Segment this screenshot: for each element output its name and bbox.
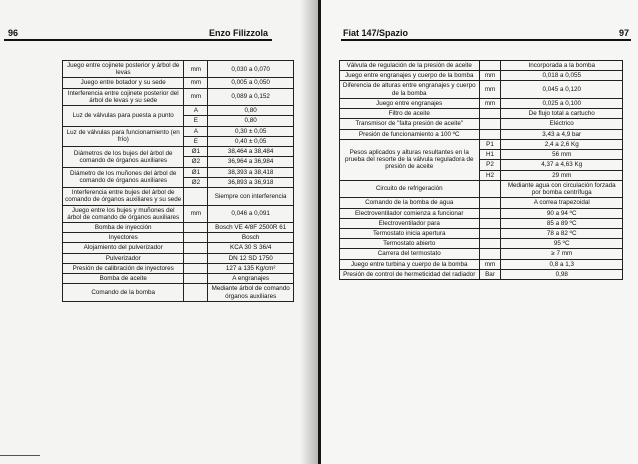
spec-unit <box>479 180 501 197</box>
spec-unit: Bar <box>479 269 501 279</box>
spec-value: 36,893 a 36,918 <box>208 177 294 187</box>
spec-value: 0,030 a 0,070 <box>208 61 294 78</box>
spec-unit <box>479 61 501 71</box>
spec-unit: E <box>184 136 208 146</box>
spec-label: Diferencia de alturas entre engranajes y cuerpo de la bomba <box>340 81 480 98</box>
spec-value: 36,964 a 36,984 <box>208 157 294 167</box>
page-number-left: 96 <box>8 28 19 38</box>
spec-unit: Ø1 <box>184 167 208 177</box>
spec-label: Interferencia entre bujes del árbol de comando de órganos auxiliares y su sede <box>63 188 184 205</box>
spec-label: Inyectores <box>63 233 184 243</box>
spec-label: Luz de válvulas para funcionamiento (en frío) <box>63 126 184 146</box>
spec-label: Electroventilador comienza a funcionar <box>340 208 480 218</box>
table-row <box>340 269 623 279</box>
spec-value: 2,4 a 2,6 Kg <box>501 139 623 149</box>
spec-label: Carrera del termostato <box>340 249 480 259</box>
table-row <box>340 218 623 228</box>
table-row <box>63 233 294 243</box>
author-name: Enzo Filizzola <box>208 28 268 38</box>
spec-label: Pesos aplicados y alturas resultantes en la prueba del resorte de la válvula reguladora de presión de aceite <box>340 139 480 180</box>
spec-value: 29 mm <box>501 170 623 180</box>
right-page-header <box>341 28 631 41</box>
spec-unit: mm <box>479 71 501 81</box>
spec-label: Comando de la bomba <box>63 284 184 301</box>
spec-unit <box>479 129 501 139</box>
spec-label: Presión de funcionamiento a 100 ºC <box>340 129 480 139</box>
spec-value: 0,046 a 0,091 <box>208 205 294 222</box>
spec-value: 85 a 89 ºC <box>501 218 623 228</box>
spec-value: 127 a 135 Kg/cm² <box>208 263 294 273</box>
spec-label: Filtro de aceite <box>340 109 480 119</box>
spec-value: 0,8 a 1,3 <box>501 259 623 269</box>
spec-value: 0,018 a 0,055 <box>501 71 623 81</box>
book-title: Fiat 147/Spazio <box>343 28 409 38</box>
spec-value: De flujo total a cartucho <box>501 109 623 119</box>
spec-unit <box>479 119 501 129</box>
spec-unit: P2 <box>479 160 501 170</box>
spec-value: Mediante agua con circulación forzada por bomba centrífuga <box>501 180 623 197</box>
table-row <box>340 129 623 139</box>
spec-unit: P1 <box>479 139 501 149</box>
left-page <box>0 0 318 464</box>
spec-value: 0,40 ± 0,05 <box>208 136 294 146</box>
spec-unit: A <box>184 126 208 136</box>
table-row <box>63 222 294 232</box>
right-page <box>321 0 638 464</box>
spec-value: 38,464 a 38,484 <box>208 147 294 157</box>
spec-label: Juego entre los bujes y muñones del árbol de comando de órganos auxiliares <box>63 205 184 222</box>
spec-unit: E <box>184 116 208 126</box>
spec-label: Luz de válvulas para puesta a punto <box>63 106 184 126</box>
spec-label: Electroventilador para <box>340 218 480 228</box>
spec-unit <box>479 218 501 228</box>
spec-value: DN 12 SD 1750 <box>208 253 294 263</box>
table-row <box>63 106 294 116</box>
spec-label: Presión de calibración de inyectores <box>63 263 184 273</box>
table-row <box>340 198 623 208</box>
table-row <box>340 239 623 249</box>
spec-label: Bomba de aceite <box>63 274 184 284</box>
left-page-header <box>4 28 272 41</box>
table-row <box>340 109 623 119</box>
spec-value: 0,005 a 0,050 <box>208 78 294 88</box>
spec-label: Presión de control de hermeticidad del radiador <box>340 269 480 279</box>
table-row <box>340 259 623 269</box>
table-row <box>63 126 294 136</box>
spec-label: Diámetro de los muñones del árbol de comando de órganos auxiliares <box>63 167 184 187</box>
spec-label: Comando de la bomba de agua <box>340 198 480 208</box>
table-row <box>63 147 294 157</box>
spec-unit <box>184 263 208 273</box>
page-number-right: 97 <box>618 28 629 38</box>
spec-value: 0,30 ± 0,05 <box>208 126 294 136</box>
spec-unit: H2 <box>479 170 501 180</box>
spec-value: Bosch VE 4/8F 2500R 61 <box>208 222 294 232</box>
spec-label: Termostato abierto <box>340 239 480 249</box>
spec-label: Transmisor de "falta presión de aceite" <box>340 119 480 129</box>
spec-value: Mediante árbol de comando órganos auxiliares <box>208 284 294 301</box>
spec-value: 0,98 <box>501 269 623 279</box>
right-spec-table <box>339 60 623 280</box>
spec-label: Pulverizador <box>63 253 184 263</box>
spec-unit <box>184 222 208 232</box>
spec-unit: mm <box>184 88 208 105</box>
table-row <box>63 88 294 105</box>
spec-unit <box>184 243 208 253</box>
table-row <box>340 139 623 149</box>
spec-unit <box>184 233 208 243</box>
spec-label: Juego entre cojinete posterior y árbol de levas <box>63 61 184 78</box>
table-row <box>340 249 623 259</box>
spec-value: 0,025 a 0,100 <box>501 98 623 108</box>
spec-label: Alojamiento del pulverizador <box>63 243 184 253</box>
table-row <box>340 228 623 238</box>
spec-label: Termostato inicia apertura <box>340 228 480 238</box>
spec-unit: mm <box>479 98 501 108</box>
spec-value: Incorporada a la bomba <box>501 61 623 71</box>
spec-unit <box>184 253 208 263</box>
spec-value: ≥ 7 mm <box>501 249 623 259</box>
table-row <box>63 263 294 273</box>
spec-value: Siempre con interferencia <box>208 188 294 205</box>
spec-value: 0,089 a 0,152 <box>208 88 294 105</box>
spec-value: 4,37 a 4,63 Kg <box>501 160 623 170</box>
spec-value: KCA 30 S 36/4 <box>208 243 294 253</box>
spec-label: Interferencia entre cojinete posterior del árbol de levas y su sede <box>63 88 184 105</box>
spec-label: Juego entre engranajes <box>340 98 480 108</box>
spec-value: Eléctrico <box>501 119 623 129</box>
spec-value: 56 mm <box>501 150 623 160</box>
spec-unit <box>479 208 501 218</box>
spec-value: A correa trapezoidal <box>501 198 623 208</box>
spec-unit: H1 <box>479 150 501 160</box>
spec-value: 78 a 82 ºC <box>501 228 623 238</box>
table-row <box>63 284 294 301</box>
table-row <box>340 81 623 98</box>
spec-unit <box>479 109 501 119</box>
page-edge <box>0 455 40 464</box>
spec-value: 0,80 <box>208 116 294 126</box>
table-row <box>63 253 294 263</box>
spec-value: 0,045 a 0,120 <box>501 81 623 98</box>
gutter-shadow <box>300 0 318 464</box>
spec-value: A engranajes <box>208 274 294 284</box>
spec-unit: mm <box>184 205 208 222</box>
left-table-body <box>63 61 294 302</box>
spec-unit <box>479 249 501 259</box>
spec-label: Juego entre botador y su sede <box>63 78 184 88</box>
spec-label: Diámetros de los bujes del árbol de comando de órganos auxiliares <box>63 147 184 167</box>
table-row <box>63 243 294 253</box>
spec-unit <box>184 274 208 284</box>
spec-label: Juego entre engranajes y cuerpo de la bomba <box>340 71 480 81</box>
spec-unit: mm <box>184 61 208 78</box>
table-row <box>63 188 294 205</box>
spec-unit <box>479 228 501 238</box>
spec-unit <box>184 188 208 205</box>
spec-value: 95 ºC <box>501 239 623 249</box>
spec-value: 38,393 a 38,418 <box>208 167 294 177</box>
spec-label: Válvula de regulación de la presión de aceite <box>340 61 480 71</box>
spec-unit <box>184 284 208 301</box>
spec-label: Circuito de refrigeración <box>340 180 480 197</box>
spec-unit <box>479 198 501 208</box>
table-row <box>63 274 294 284</box>
table-row <box>63 167 294 177</box>
table-row <box>340 71 623 81</box>
spec-value: 3,43 a 4,9 bar <box>501 129 623 139</box>
table-row <box>340 180 623 197</box>
table-row <box>340 98 623 108</box>
left-spec-table <box>62 60 294 302</box>
spec-unit <box>479 239 501 249</box>
spec-value: 0,80 <box>208 106 294 116</box>
spec-label: Juego entre turbina y cuerpo de la bomba <box>340 259 480 269</box>
table-row <box>63 61 294 78</box>
spec-unit: A <box>184 106 208 116</box>
spec-value: Bosch <box>208 233 294 243</box>
table-row <box>63 205 294 222</box>
spec-label: Bomba de inyección <box>63 222 184 232</box>
table-row <box>340 208 623 218</box>
spec-unit: mm <box>479 259 501 269</box>
table-row <box>340 61 623 71</box>
spec-unit: mm <box>184 78 208 88</box>
table-row <box>340 119 623 129</box>
spec-value: 90 a 94 ºC <box>501 208 623 218</box>
spec-unit: Ø2 <box>184 177 208 187</box>
right-table-body <box>340 61 623 280</box>
spec-unit: Ø1 <box>184 147 208 157</box>
spec-unit: mm <box>479 81 501 98</box>
spec-unit: Ø2 <box>184 157 208 167</box>
table-row <box>63 78 294 88</box>
